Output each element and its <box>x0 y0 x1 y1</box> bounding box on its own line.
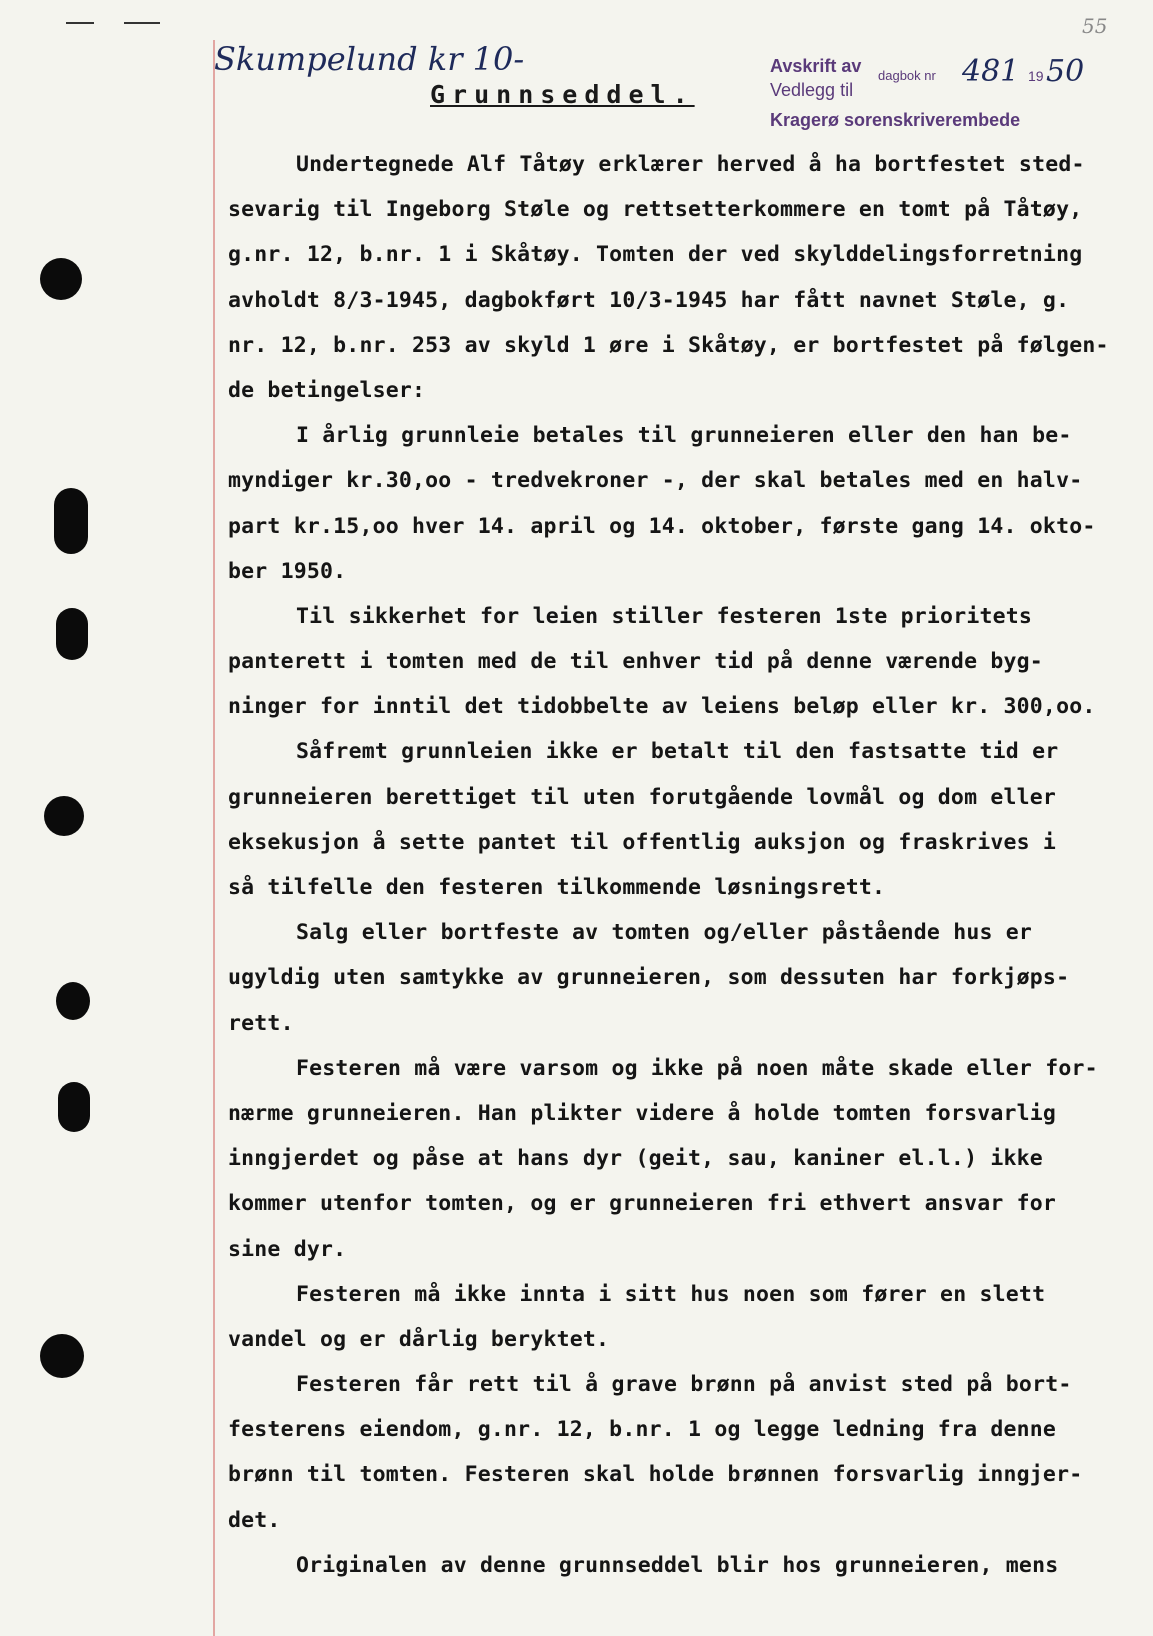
paragraph <box>228 413 1140 594</box>
stamp-dagbok: dagbok nr <box>878 68 936 83</box>
punch-hole <box>54 488 88 554</box>
stamp-office: Kragerø sorenskriverembede <box>770 110 1021 130</box>
text-line: Festeren må ikke innta i sitt hus noen som fører en slett <box>296 1281 1046 1307</box>
text-line: grunneieren berettiget til uten forutgående lovmål og dom eller <box>228 784 1057 810</box>
text-line: nr. 12, b.nr. 253 av skyld 1 øre i Skåtøy, er bortfestet på følgen- <box>228 332 1109 358</box>
text-line: rett. <box>228 1010 294 1036</box>
text-line: part kr.15,oo hver 14. april og 14. oktober, første gang 14. okto- <box>228 513 1096 539</box>
punch-hole <box>56 608 88 660</box>
paragraph <box>228 142 1140 413</box>
year-prefix: 19 <box>1028 68 1044 84</box>
text-line: g.nr. 12, b.nr. 1 i Skåtøy. Tomten der ved skylddelingsforretning <box>228 242 1083 268</box>
stamp-line-vedlegg: Vedlegg til <box>770 80 854 100</box>
stamp-line-avskrift: Avskrift av <box>770 56 862 76</box>
text-line: I årlig grunnleie betales til grunneieren eller den han be- <box>296 423 1072 449</box>
year-handwritten: 50 <box>1046 54 1085 89</box>
text-line: kommer utenfor tomten, og er grunneieren fri ethvert ansvar for <box>228 1191 1057 1217</box>
text-line: inngjerdet og påse at hans dyr (geit, sau, kaniner el.l.) ikke <box>228 1146 1043 1172</box>
punch-hole <box>40 258 82 300</box>
punch-hole <box>58 1082 90 1132</box>
text-line: brønn til tomten. Festeren skal holde brønnen forsvarlig inngjer- <box>228 1462 1083 1488</box>
text-line: ninger for inntil det tidobbelte av leiens beløp eller kr. 300,oo. <box>228 694 1096 720</box>
corner-dash <box>124 22 160 24</box>
dagbok-number: 481 <box>962 54 1020 89</box>
paragraph <box>228 1046 1140 1272</box>
document-body <box>228 142 1140 1588</box>
punch-hole <box>56 982 90 1020</box>
text-line: Såfremt grunnleien ikke er betalt til den fastsatte tid er <box>296 739 1059 765</box>
corner-dash <box>66 22 94 24</box>
paragraph <box>228 594 1140 730</box>
text-line: så tilfelle den festeren tilkommende løsningsrett. <box>228 875 886 900</box>
text-line: Til sikkerhet for leien stiller festeren 1ste prioritets <box>296 603 1033 629</box>
text-line: avholdt 8/3-1945, dagbokført 10/3-1945 har fått navnet Støle, g. <box>228 287 1070 313</box>
text-line: Undertegnede Alf Tåtøy erklærer herved å ha bortfestet sted- <box>296 152 1085 177</box>
text-line: eksekusjon å sette pantet til offentlig auksjon og fraskrives i <box>228 829 1057 855</box>
paragraph <box>228 1543 1140 1588</box>
text-line: det. <box>228 1507 281 1533</box>
handwritten-note: Skumpelund kr 10- <box>214 40 525 78</box>
text-line: Originalen av denne grunnseddel blir hos grunneieren, mens <box>296 1552 1059 1578</box>
punch-hole <box>40 1334 84 1378</box>
text-line: sevarig til Ingeborg Støle og rettsetterkommere en tomt på Tåtøy, <box>228 197 1083 223</box>
punch-hole <box>44 796 84 836</box>
text-line: ber 1950. <box>228 558 347 584</box>
text-line: festerens eiendom, g.nr. 12, b.nr. 1 og legge ledning fra denne <box>228 1417 1057 1443</box>
paragraph <box>228 1272 1140 1362</box>
corner-mark: 55 <box>1082 14 1108 38</box>
text-line: de betingelser: <box>228 377 426 403</box>
text-line: sine dyr. <box>228 1236 347 1262</box>
paragraph <box>228 910 1140 1046</box>
paragraph <box>228 1362 1140 1543</box>
text-line: Festeren får rett til å grave brønn på anvist sted på bort- <box>296 1372 1072 1398</box>
text-line: ugyldig uten samtykke av grunneieren, som dessuten har forkjøps- <box>228 965 1070 991</box>
text-line: Salg eller bortfeste av tomten og/eller påstående hus er <box>296 920 1033 946</box>
document-title: Grunnseddel. <box>430 80 695 109</box>
margin-rule <box>213 40 215 1636</box>
text-line: panterett i tomten med de til enhver tid på denne værende byg- <box>228 649 1043 675</box>
text-line: nærme grunneieren. Han plikter videre å holde tomten forsvarlig <box>228 1100 1057 1126</box>
paragraph <box>228 729 1140 910</box>
text-line: myndiger kr.30,oo - tredvekroner -, der skal betales med en halv- <box>228 468 1083 494</box>
text-line: vandel og er dårlig beryktet. <box>228 1326 610 1352</box>
text-line: Festeren må være varsom og ikke på noen måte skade eller for- <box>296 1055 1098 1081</box>
